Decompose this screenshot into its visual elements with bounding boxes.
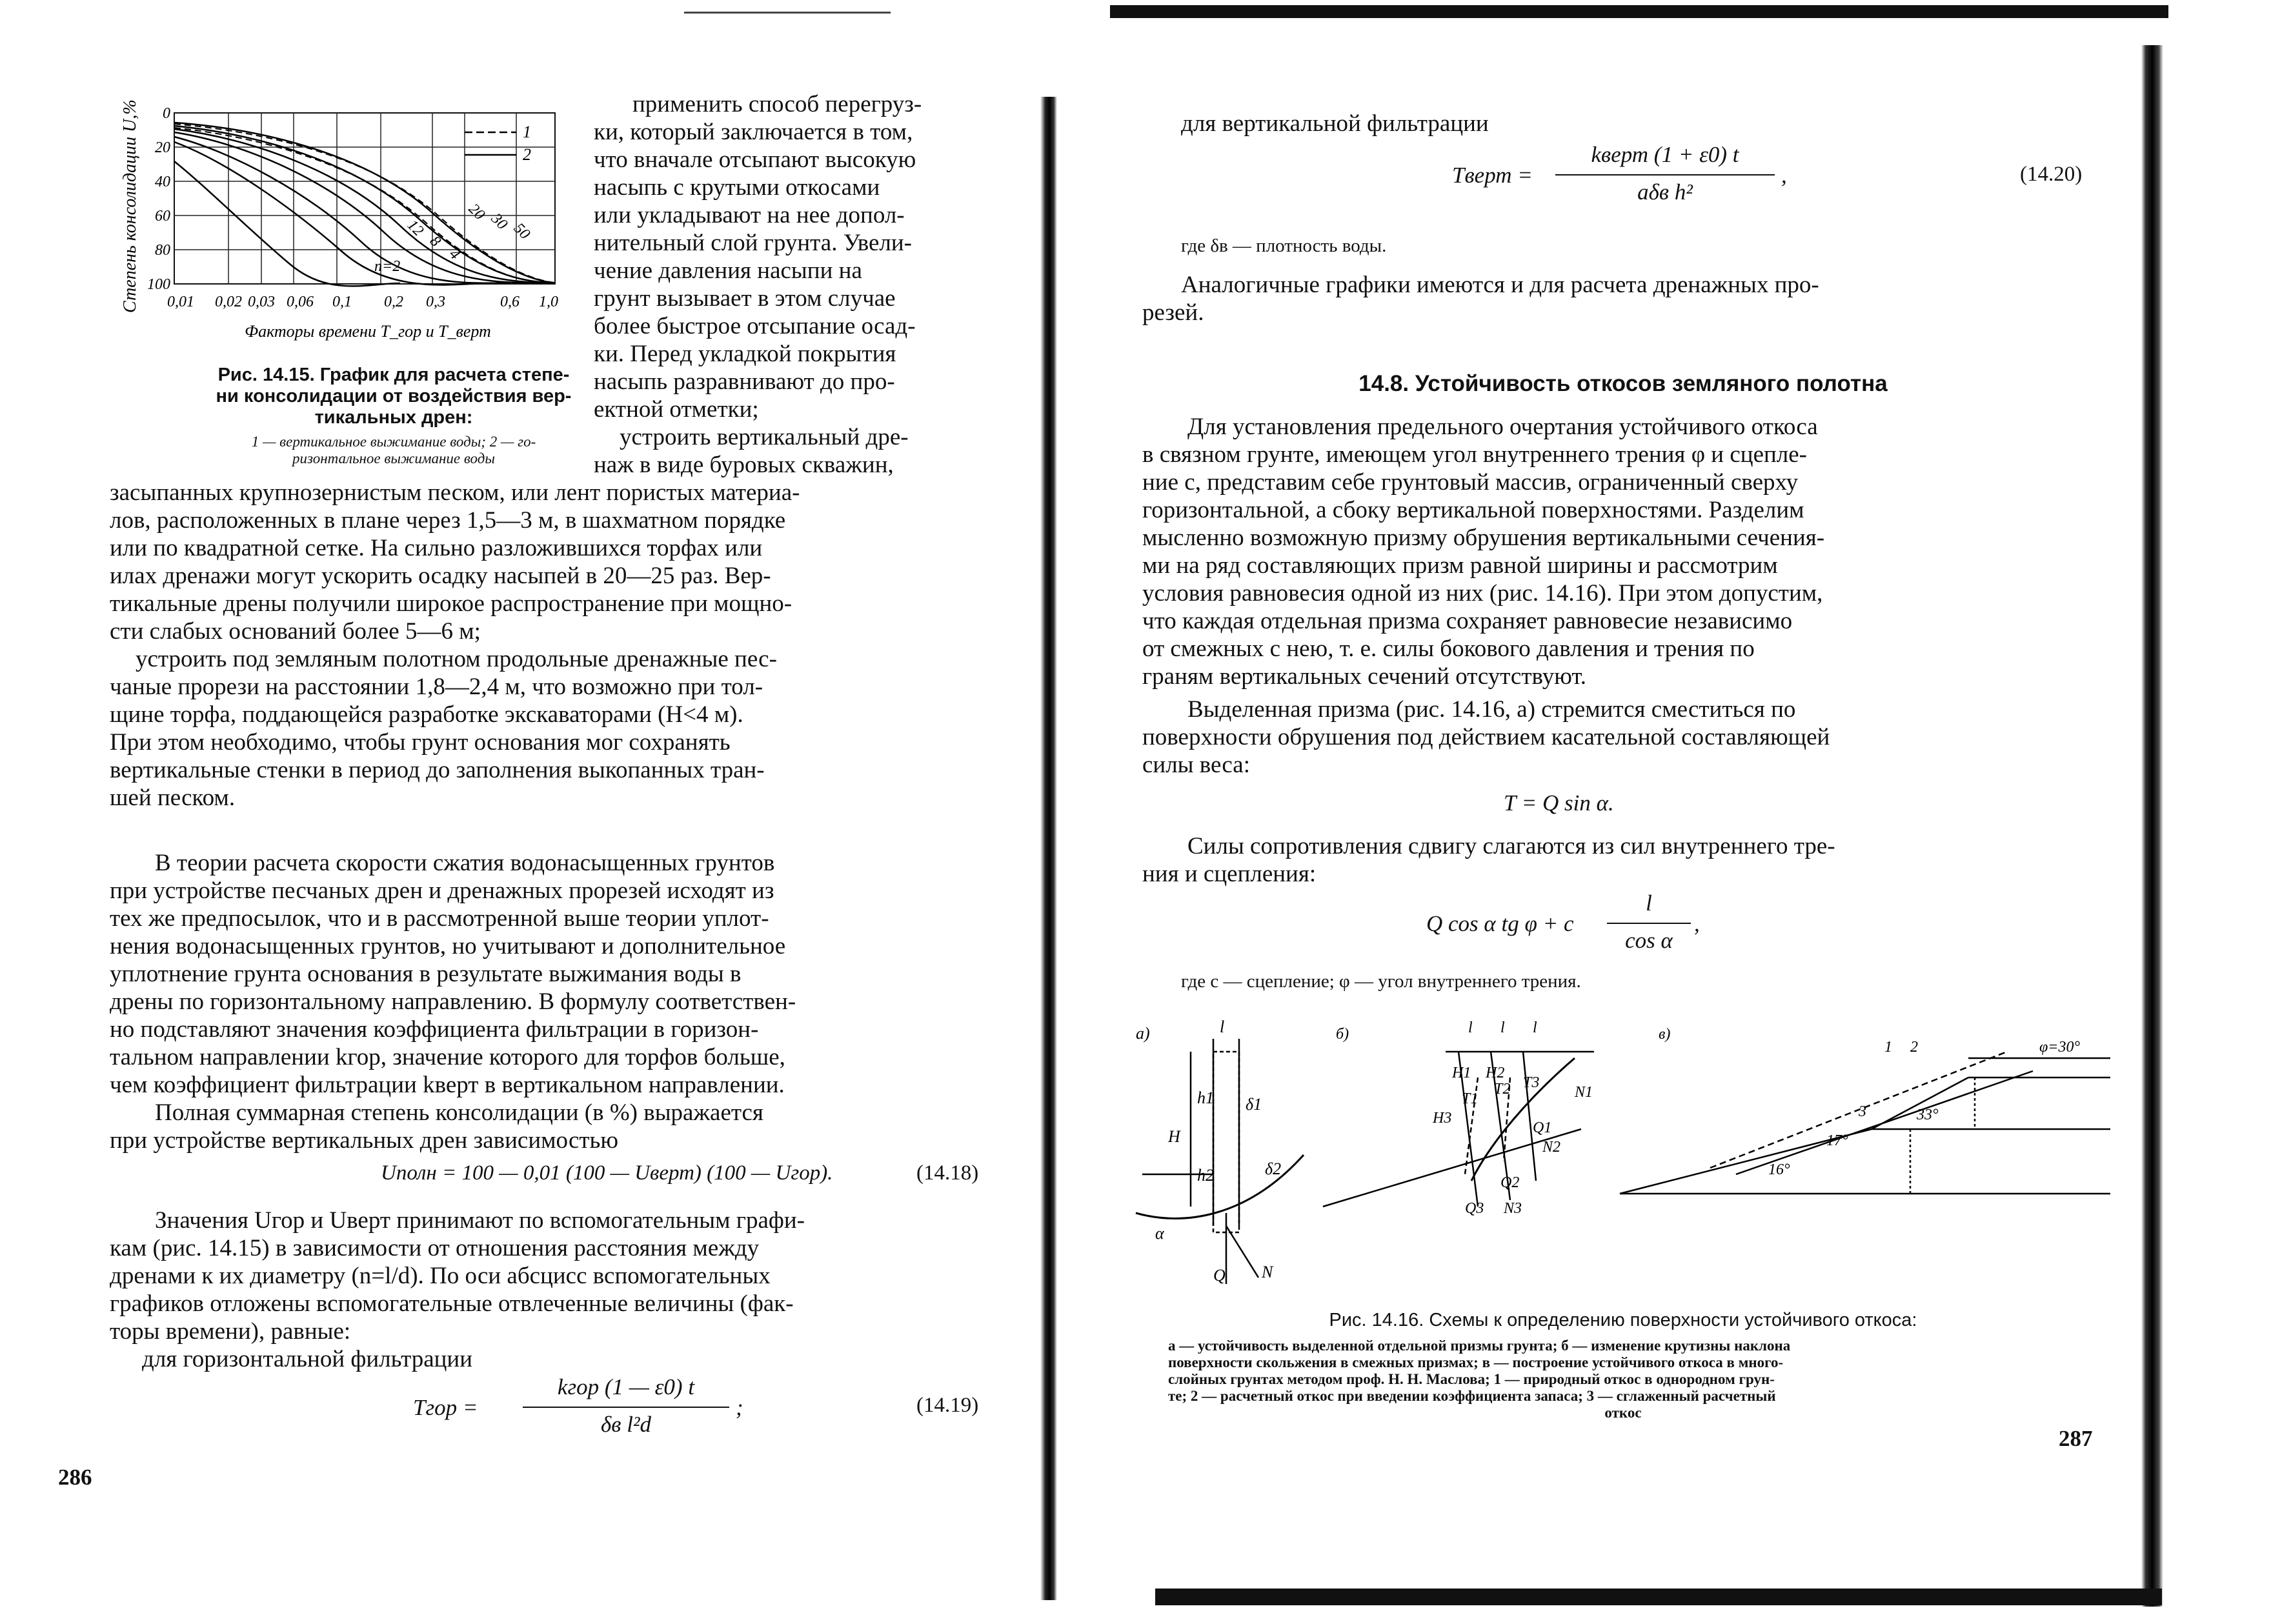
y-tick: 40 — [155, 174, 170, 190]
text-line: ки, который заключается в том, — [594, 119, 913, 145]
formula-numerator: kгор (1 — ε0) t — [557, 1374, 695, 1399]
text-line: чаные прорези на расстоянии 1,8—2,4 м, что возможно при тол- — [110, 674, 763, 700]
text-line: условия равновесия одной из них (рис. 14.16). При этом допустим, — [1142, 580, 1823, 606]
y-tick: 0 — [163, 105, 170, 122]
fraction-bar — [523, 1407, 729, 1408]
fig-label: 16° — [1768, 1161, 1790, 1178]
x-tick: 0,02 — [215, 294, 242, 310]
text-line: торы времени), равные: — [110, 1318, 351, 1345]
panel-label-b: б) — [1336, 1026, 1349, 1043]
formula-T: T = Q sin α. — [1504, 790, 1614, 816]
y-tick: 80 — [155, 242, 170, 259]
fig-label: N — [1262, 1263, 1273, 1281]
text-line: в связном грунте, имеющем угол внутреннего трения φ и сцепле- — [1142, 441, 1808, 468]
text-line: графиков отложены вспомогательные отвлеченные величины (фак- — [110, 1290, 794, 1317]
fig-label: h2 — [1197, 1166, 1214, 1185]
formula-numerator: l — [1646, 890, 1652, 916]
legend-1: 1 — [523, 123, 531, 141]
fig-label: l — [1220, 1018, 1225, 1036]
y-tick: 100 — [147, 276, 170, 293]
text-line: вертикальные стенки в период до заполнения выкопанных тран- — [110, 757, 765, 783]
scan-shadow-bottom — [1155, 1589, 2162, 1605]
fig-label: l — [1500, 1019, 1505, 1036]
formula-tail: ; — [736, 1395, 743, 1420]
text-line: Полная суммарная степень консолидации (в %) выражается — [155, 1099, 763, 1126]
curve-label-12: 12 — [403, 216, 427, 240]
text-line: нения водонасыщенных грунтов, но учитывают и дополнительное — [110, 933, 786, 959]
y-tick: 20 — [155, 139, 170, 156]
x-tick: 1,0 — [539, 294, 558, 310]
text-line: устроить вертикальный дре- — [620, 424, 909, 450]
where-line-1: где δв — плотность воды. — [1181, 236, 1387, 256]
text-line: Силы сопротивления сдвигу слагаются из сил внутреннего тре- — [1187, 833, 1835, 859]
fig-label: 3 — [1859, 1103, 1866, 1120]
formula-denominator: aδв h² — [1637, 179, 1693, 205]
where-line-2: где c — сцепление; φ — угол внутреннего трения. — [1181, 971, 1581, 992]
fig-label: h1 — [1197, 1088, 1214, 1107]
caption-title: Рис. 14.16. Схемы к определению поверхности устойчивого откоса: — [1329, 1310, 1917, 1330]
caption-legend-line: ризонтальное выжимание воды — [292, 450, 495, 466]
fig-label: N1 — [1575, 1084, 1593, 1101]
paragraph-1 — [1142, 413, 2117, 690]
fig-label: H — [1168, 1127, 1180, 1146]
caption-line: откос — [1604, 1405, 1642, 1421]
text-line: Аналогичные графики имеются и для расчета дренажных про- — [1181, 272, 1819, 298]
text-line: чем коэффициент фильтрации kверт в вертикальном направлении. — [110, 1072, 785, 1098]
text-line: устроить под земляным полотном продольные дренажные пес- — [136, 646, 777, 672]
body-block-1 — [110, 479, 1007, 812]
text-line: нительный слой грунта. Увели- — [594, 230, 912, 256]
fig-label: α — [1155, 1224, 1164, 1243]
text-line: поверхности обрушения под действием касательной составляющей — [1142, 724, 1830, 750]
fig-label: δ2 — [1265, 1159, 1282, 1178]
figure-caption-1415 — [148, 365, 639, 467]
text-line: граням вертикальных сечений отсутствуют. — [1142, 663, 1586, 690]
text-line: шей песком. — [110, 785, 236, 811]
text-line: сти слабых оснований более 5—6 м; — [110, 618, 481, 645]
caption-title-line: Рис. 14.15. График для расчета степе- — [217, 365, 570, 385]
analog-paragraph — [1142, 271, 2117, 326]
caption-line: слойных грунтах методом проф. Н. Н. Маслова; 1 — природный откос в однородном грун- — [1168, 1371, 1775, 1387]
curve-label-50: 50 — [510, 219, 534, 243]
text-line: Значения Uгор и Uверт принимают по вспомогательным графи- — [155, 1207, 805, 1234]
fig-label: Q1 — [1533, 1119, 1552, 1136]
x-tick: 0,3 — [426, 294, 445, 310]
text-line: Выделенная призма (рис. 14.16, a) стремится сместиться по — [1187, 696, 1796, 723]
fig-label: H1 — [1452, 1065, 1471, 1081]
text-line: тикальные дрены получили широкое распространение при мощно- — [110, 590, 792, 617]
book-gutter — [1040, 97, 1057, 1600]
panel-label-v: в) — [1659, 1026, 1671, 1043]
formula-Q — [1426, 890, 1813, 961]
formula-tail: , — [1694, 911, 1700, 936]
text-line: или по квадратной сетке. На сильно разложившихся торфах или — [110, 535, 763, 561]
caption-line: поверхности скольжения в смежных призмах; в — построение устойчивого откоса в много- — [1168, 1354, 1784, 1370]
caption-legend-line: 1 — вертикальное выжимание воды; 2 — го- — [251, 434, 536, 450]
fig-label: 17° — [1826, 1132, 1848, 1149]
text-line: насыпь разравнивают до про- — [594, 368, 895, 395]
text-line: мысленно возможную призму обрушения вертикальными сечения- — [1142, 525, 1825, 551]
text-line: горизонтальной, а сбоку вертикальной поверхностями. Разделим — [1142, 497, 1804, 523]
fig-label: T3 — [1523, 1074, 1540, 1091]
text-line: дрены по горизонтальному направлению. В формулу соответствен- — [110, 988, 796, 1015]
x-tick: 0,03 — [248, 294, 275, 310]
formula-1419 — [413, 1374, 800, 1445]
x-tick: 0,01 — [167, 294, 194, 310]
slope-stability-figure — [1129, 1013, 2117, 1297]
formula-1418: Uполн = 100 — 0,01 (100 — Uверт) (100 — Uгор). — [381, 1161, 833, 1185]
text-line: ми на ряд составляющих призм равной ширины и рассмотрим — [1142, 552, 1778, 579]
caption-line: а — устойчивость выделенной отдельной призмы грунта; б — изменение крутизны наклона — [1168, 1338, 1791, 1354]
chart-y-label: Степень консолидации U,% — [120, 99, 140, 313]
text-line: илах дренажи могут ускорить осадку насыпей в 20—25 раз. Вер- — [110, 563, 771, 589]
text-line: ние c, представим себе грунтовый массив, ограниченный сверху — [1142, 469, 1799, 496]
curve-label-30: 30 — [487, 210, 511, 234]
caption-line: те; 2 — расчетный откос при введении коэффициента запаса; 3 — сглаженный расчетный — [1168, 1388, 1776, 1404]
text-line: ектной отметки; — [594, 396, 759, 423]
text-line: насыпь с крутыми откосами — [594, 174, 880, 201]
formula-numerator: kверт (1 + ε0) t — [1591, 142, 1739, 167]
text-line: тальном направлении kгор, значение которого для торфов больше, — [110, 1044, 785, 1070]
caption-title-line: тикальных дрен: — [314, 407, 473, 428]
fig-label: δ1 — [1246, 1095, 1262, 1114]
body-block-3 — [110, 1207, 1007, 1373]
text-line: В теории расчета скорости сжатия водонасыщенных грунтов — [155, 850, 775, 876]
text-line: кам (рис. 14.15) в зависимости от отношения расстояния между — [110, 1235, 760, 1261]
text-line: засыпанных крупнозернистым песком, или лент пористых материа- — [110, 479, 800, 506]
text-line: При этом необходимо, чтобы грунт основания мог сохранять — [110, 729, 731, 756]
formula-lhs: Tверт = — [1452, 163, 1533, 188]
intro-line: для вертикальной фильтрации — [1181, 110, 1489, 137]
text-line: чение давления насыпи на — [594, 257, 862, 284]
fig-label: 33° — [1917, 1107, 1939, 1123]
text-line: резей. — [1142, 299, 1204, 326]
x-tick: 0,6 — [500, 294, 520, 310]
fig-label: l — [1533, 1019, 1537, 1036]
x-tick: 0,2 — [384, 294, 403, 310]
fig-label: Q2 — [1500, 1174, 1520, 1191]
body-block-2 — [110, 849, 1007, 1154]
paragraph-3 — [1142, 832, 2117, 888]
fig-label: 1 — [1884, 1039, 1892, 1056]
fig-label: Q — [1213, 1266, 1226, 1285]
text-line: щине торфа, поддающейся разработке экскаваторами (H<4 м). — [110, 701, 743, 728]
fig-label: N3 — [1504, 1200, 1522, 1217]
text-line: дренами к их диаметру (n=l/d). По оси абсцисс вспомогательных — [110, 1263, 771, 1289]
fraction-bar — [1607, 923, 1691, 924]
fig-label: H2 — [1486, 1065, 1505, 1081]
y-tick: 60 — [155, 208, 170, 225]
left-page — [58, 90, 1013, 1561]
fig-label: N2 — [1542, 1139, 1561, 1156]
fig-label: Q3 — [1465, 1200, 1484, 1217]
chart-x-label: Факторы времени T_гор и T_верт — [245, 322, 491, 341]
text-line: что каждая отдельная призма сохраняет равновесие независимо — [1142, 608, 1793, 634]
text-line: уплотнение грунта основания в результате выжимания воды в — [110, 961, 742, 987]
consolidation-chart — [97, 97, 574, 368]
text-line: более быстрое отсыпание осад- — [594, 313, 916, 339]
eq-number-1418: (14.18) — [916, 1161, 979, 1185]
fig-label: l — [1468, 1019, 1473, 1036]
x-tick: 0,06 — [287, 294, 314, 310]
side-column — [594, 90, 1007, 479]
fraction-bar — [1555, 174, 1775, 175]
eq-number-1419: (14.19) — [916, 1394, 979, 1417]
page-number-right: 287 — [2059, 1426, 2093, 1451]
page-number-left: 286 — [58, 1465, 92, 1490]
paragraph-2 — [1142, 696, 2117, 779]
page-edge-shadow — [2141, 45, 2163, 1607]
text-line: тех же предпосылок, что и в рассмотренной выше теории уплот- — [110, 905, 769, 932]
fig-label: T1 — [1462, 1090, 1479, 1107]
curve-label-4: 4 — [445, 245, 463, 263]
text-line: что вначале отсыпают высокую — [594, 146, 916, 173]
text-line: но подставляют значения коэффициента фильтрации в горизон- — [110, 1016, 759, 1043]
x-tick: 0,1 — [332, 294, 352, 310]
formula-tail: , — [1781, 163, 1787, 188]
figure-caption-1416 — [1129, 1310, 2117, 1421]
curve-label-20: 20 — [465, 200, 489, 224]
text-line: силы веса: — [1142, 752, 1250, 778]
text-line: от смежных с нею, т. е. силы бокового давления и трения по — [1142, 636, 1755, 662]
text-line: при устройстве вертикальных дрен зависимостью — [110, 1127, 619, 1154]
fig-label: T2 — [1494, 1081, 1511, 1098]
panel-label-a: а) — [1136, 1024, 1150, 1043]
text-line: применить способ перегруз- — [632, 91, 922, 117]
text-line: лов, расположенных в плане через 1,5—3 м, в шахматном порядке — [110, 507, 786, 534]
scan-rule-top — [684, 12, 891, 14]
eq-number-1420: (14.20) — [2020, 163, 2083, 186]
formula-denominator: cos α — [1625, 928, 1673, 953]
text-line: наж в виде буровых скважин, — [594, 452, 894, 478]
section-title: 14.8. Устойчивость откосов земляного полотна — [1358, 371, 1888, 396]
text-line: или укладывают на нее допол- — [594, 202, 905, 228]
formula-lhs: Q cos α tg φ + c — [1426, 911, 1574, 936]
curve-label-8: 8 — [426, 232, 444, 250]
text-line: Для установления предельного очертания устойчивого откоса — [1187, 414, 1818, 440]
legend-2: 2 — [523, 145, 531, 164]
text-line: для горизонтальной фильтрации — [142, 1346, 473, 1372]
fig-label: φ=30° — [2039, 1039, 2081, 1056]
panel-v — [1620, 1052, 2110, 1194]
caption-title-line: ни консолидации от воздействия вер- — [216, 386, 572, 406]
text-line: грунт вызывает в этом случае — [594, 285, 896, 312]
scan-shadow-top — [1110, 5, 2168, 18]
text-line: ки. Перед укладкой покрытия — [594, 341, 896, 367]
fig-label: 2 — [1910, 1039, 1918, 1056]
formula-1420 — [1452, 142, 1904, 213]
text-line: при устройстве песчаных дрен и дренажных прорезей исходят из — [110, 877, 774, 904]
formula-lhs: Tгор = — [413, 1395, 478, 1420]
text-line: ния и сцепления: — [1142, 861, 1317, 887]
formula-denominator: δв l²d — [601, 1412, 651, 1437]
right-page — [1129, 110, 2117, 1555]
curve-label-n2: n=2 — [374, 258, 401, 275]
fig-label: H3 — [1433, 1110, 1452, 1127]
